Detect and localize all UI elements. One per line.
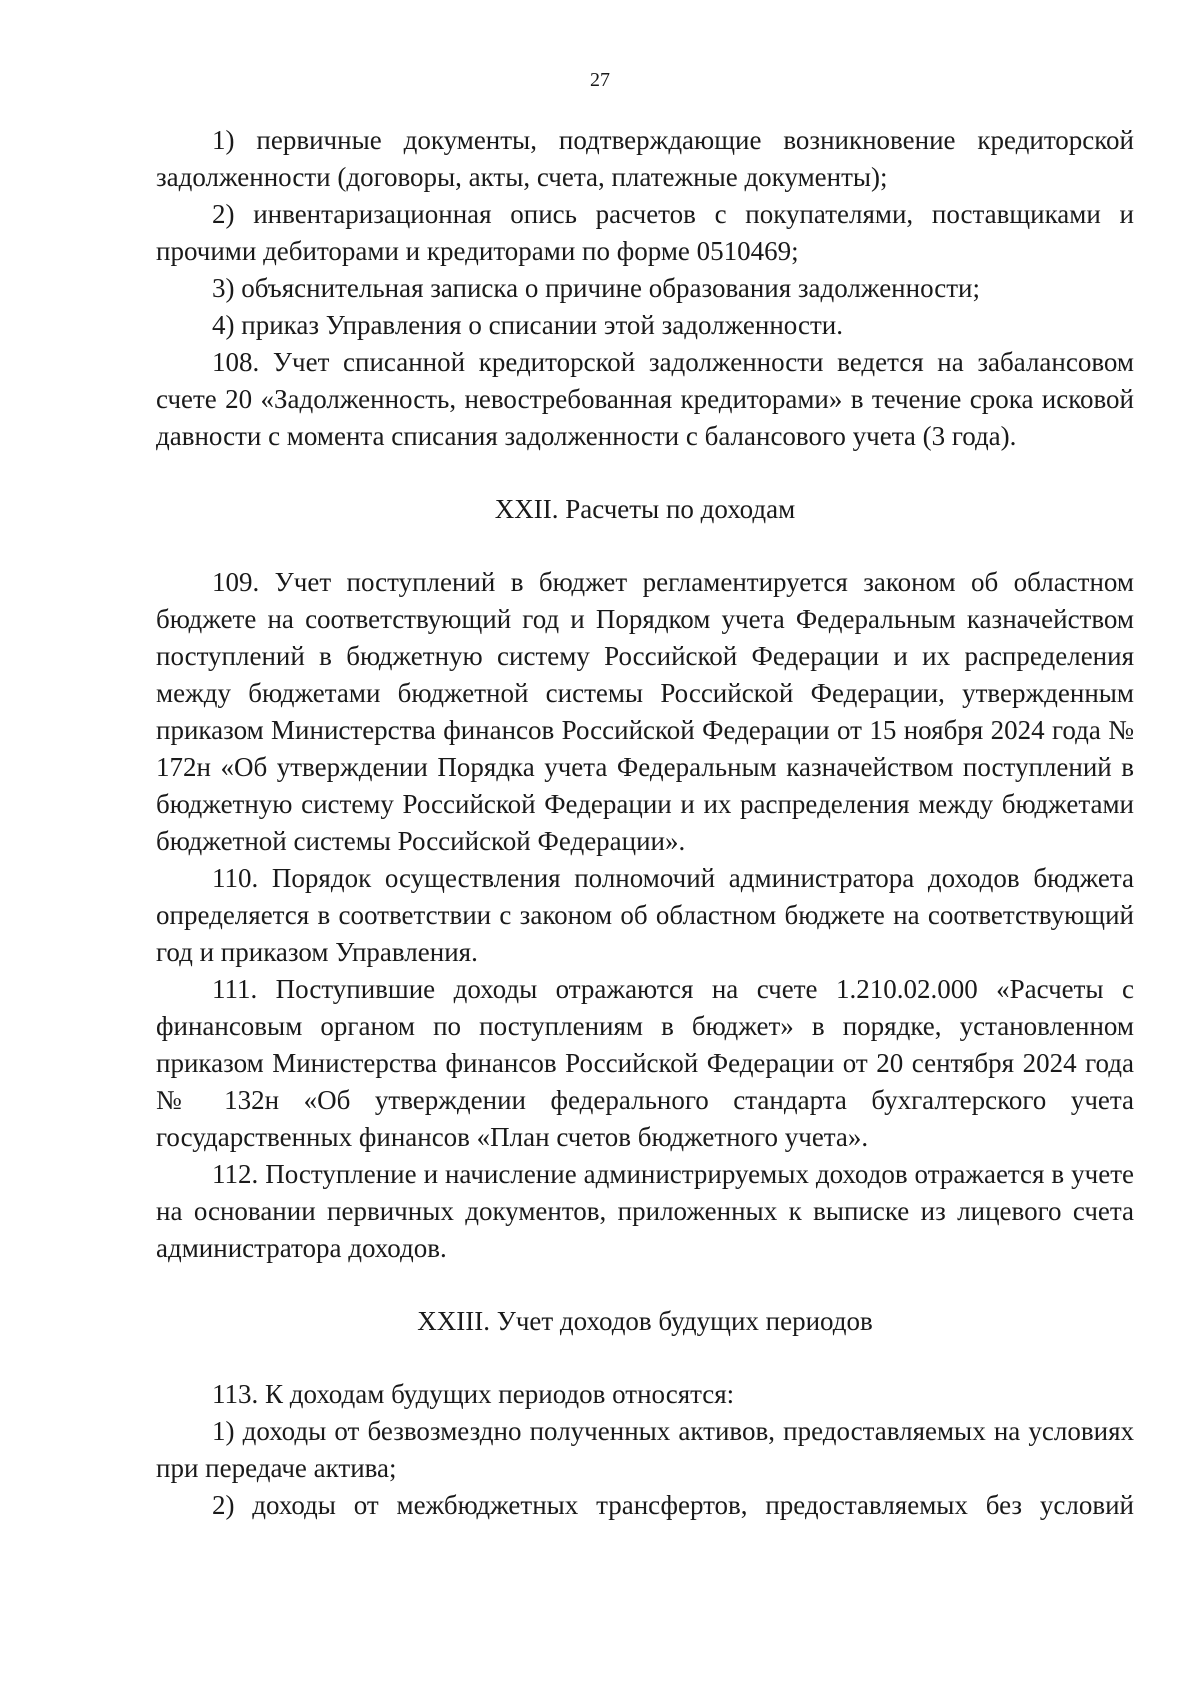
paragraph-credit-docs-1: 1) первичные документы, подтверждающие возникновение кредиторской задолженности (договоры, акты, счета, платежные документы); [156,125,1134,192]
section-heading-xxii: XXII. Расчеты по доходам [494,494,796,524]
paragraph-111: 111. Поступившие доходы отражаются на счете 1.210.02.000 «Расчеты с финансовым органом по поступлениям в бюджет» в порядке, установленном приказом Министерства финансов Российской Федерации от 20 сентября 2024 года № 132н «Об утверждении федерального стандарта бухгалтерского учета государственных финансов «План счетов бюджетного учета». [156,974,1134,1152]
document-body [156,122,1134,1524]
page-number: 27 [590,69,610,91]
paragraph-113-item-2: 2) доходы от межбюджетных трансфертов, предоставляемых без условий [212,1490,1134,1520]
paragraph-112: 112. Поступление и начисление администрируемых доходов отражается в учете на основании первичных документов, приложенных к выписке из лицевого счета администратора доходов. [156,1159,1134,1263]
paragraph-110: 110. Порядок осуществления полномочий администратора доходов бюджета определяется в соответствии с законом об областном бюджете на соответствующий год и приказом Управления. [156,863,1134,967]
paragraph-credit-docs-3: 3) объяснительная записка о причине образования задолженности; [212,273,980,303]
paragraph-113: 113. К доходам будущих периодов относятся: [212,1379,735,1409]
section-heading-xxiii: XXIII. Учет доходов будущих периодов [417,1306,873,1336]
paragraph-109: 109. Учет поступлений в бюджет регламентируется законом об областном бюджете на соответствующий год и Порядком учета Федеральным казначейством поступлений в бюджетную систему Российской Федерации и их распределения между бюджетами бюджетной системы Российской Федерации, утвержденным приказом Министерства финансов Российской Федерации от 15 ноября 2024 года № 172н «Об утверждении Порядка учета Федеральным казначейством поступлений в бюджетную систему Российской Федерации и их распределения между бюджетами бюджетной системы Российской Федерации». [156,567,1134,856]
paragraph-credit-docs-2: 2) инвентаризационная опись расчетов с покупателями, поставщиками и прочими дебиторами и кредиторами по форме 0510469; [156,199,1134,266]
paragraph-credit-docs-4: 4) приказ Управления о списании этой задолженности. [212,310,843,340]
paragraph-108: 108. Учет списанной кредиторской задолженности ведется на забалансовом счете 20 «Задолженность, невостребованная кредиторами» в течение срока исковой давности с момента списания задолженности с балансового учета (3 года). [156,347,1134,451]
paragraph-113-item-1: 1) доходы от безвозмездно полученных активов, предоставляемых на условиях при передаче актива; [156,1416,1134,1483]
